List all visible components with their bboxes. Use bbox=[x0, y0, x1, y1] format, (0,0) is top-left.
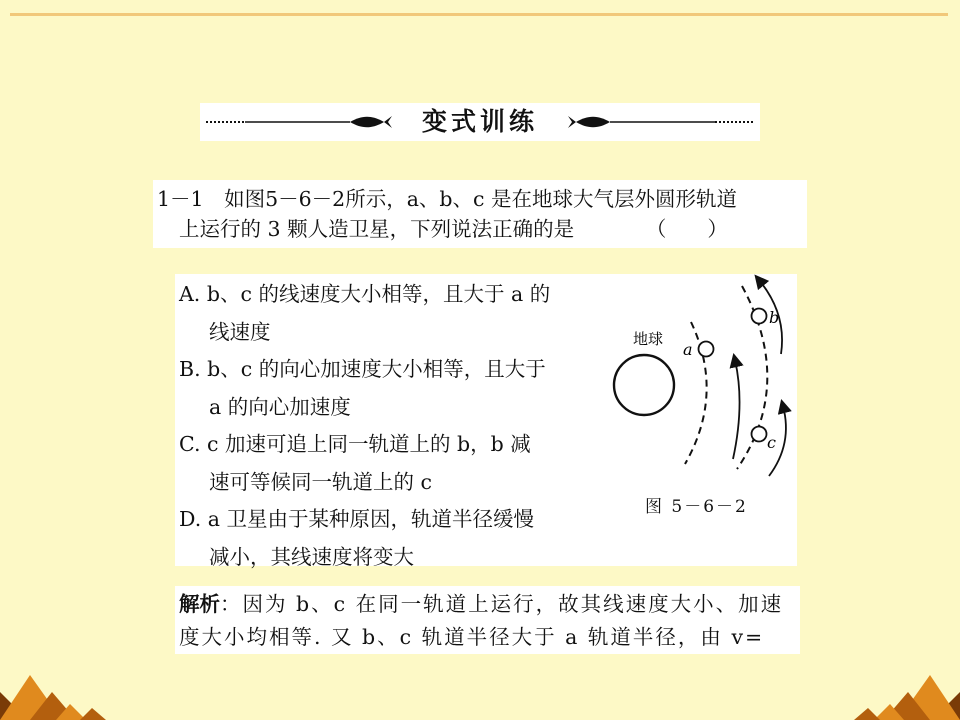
satellite-b-label: b bbox=[769, 308, 780, 327]
corner-decoration-left bbox=[0, 670, 110, 720]
analysis-label: 解析 bbox=[179, 592, 220, 616]
question-line-2: 上运行的 3 颗人造卫星，下列说法正确的是 （ ） bbox=[179, 217, 728, 241]
option-d-line-2: 减小，其线速度将变大 bbox=[209, 544, 414, 569]
option-c-line-2: 速可等候同一轨道上的 c bbox=[209, 469, 432, 494]
option-b bbox=[179, 351, 599, 426]
figure-caption: 图 5－6－2 bbox=[645, 497, 748, 517]
question-line-1: 1－1 如图5－6－2所示，a、b、c 是在地球大气层外圆形轨道 bbox=[157, 187, 738, 211]
satellite-a-label: a bbox=[683, 340, 693, 359]
earth-label: 地球 bbox=[633, 330, 664, 348]
analysis-line-1-text: ：因为 b、c 在同一轨道上运行，故其线速度大小、加速 bbox=[220, 592, 784, 616]
analysis-line-1 bbox=[179, 588, 800, 621]
satellite-b bbox=[752, 309, 767, 324]
satellite-c bbox=[752, 427, 767, 442]
option-list bbox=[179, 276, 599, 576]
option-c bbox=[179, 426, 599, 501]
option-b-line-1: B. b、c 的向心加速度大小相等，且大于 bbox=[179, 357, 546, 381]
earth-circle bbox=[614, 355, 674, 415]
corner-decoration-right bbox=[850, 670, 960, 720]
velocity-arrow-a bbox=[733, 360, 740, 459]
satellite-c-label: c bbox=[767, 433, 776, 452]
option-a-line-2: 线速度 bbox=[209, 319, 271, 344]
option-a bbox=[179, 276, 599, 351]
analysis-line-2: 度大小均相等. 又 b、c 轨道半径大于 a 轨道半径，由 v= bbox=[179, 625, 765, 649]
satellite-a bbox=[699, 342, 714, 357]
analysis-box bbox=[175, 586, 800, 654]
option-d bbox=[179, 501, 599, 576]
option-d-line-1: D. a 卫星由于某种原因，轨道半径缓慢 bbox=[179, 507, 534, 531]
option-c-line-1: C. c 加速可追上同一轨道上的 b，b 减 bbox=[179, 432, 531, 456]
top-rule bbox=[10, 13, 948, 16]
section-title: 变式训练 bbox=[421, 107, 538, 136]
options-panel bbox=[175, 274, 797, 569]
orbit-figure bbox=[595, 274, 795, 486]
option-a-line-1: A. b、c 的线速度大小相等，且大于 a 的 bbox=[179, 282, 551, 306]
section-header bbox=[200, 103, 760, 141]
option-b-line-2: a 的向心加速度 bbox=[209, 394, 351, 419]
question-stem bbox=[153, 180, 807, 248]
